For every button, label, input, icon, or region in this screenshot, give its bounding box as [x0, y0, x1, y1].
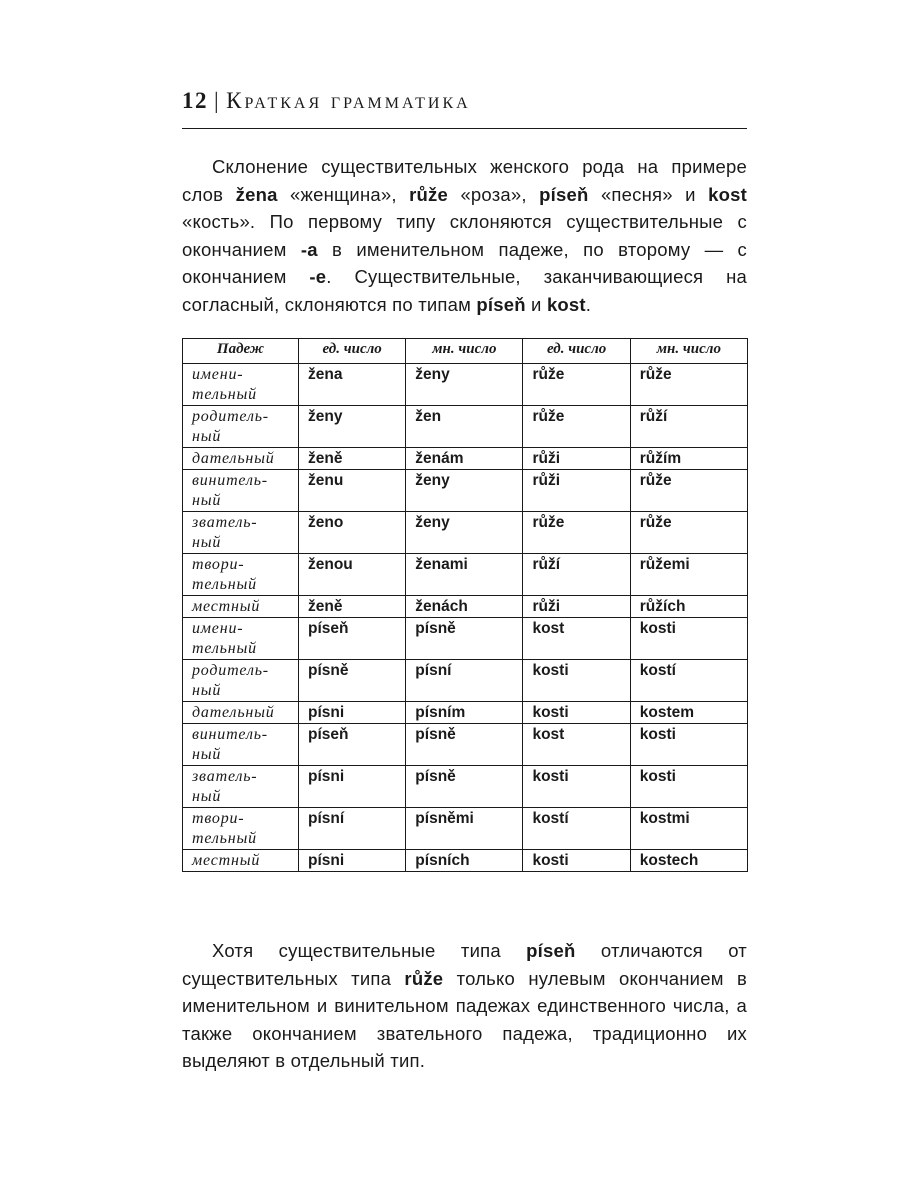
table-row	[183, 448, 748, 470]
form-cell: růži	[523, 470, 630, 512]
form-cell: písněmi	[406, 808, 523, 850]
case-name: родитель- ный	[183, 660, 299, 702]
intro-paragraph: Склонение существительных женского рода на примере слов žena «женщина», růže «роза», píseň «песня» и kost «кость». По первому типу склоняются существительные с окончанием -a в именительном падеже, по второму — с окончанием -e. Существительные, заканчивающиеся на согласный, склоняются по типам píseň и kost.	[182, 156, 748, 315]
form-cell: růže	[523, 406, 630, 448]
form-cell: kosti	[523, 702, 630, 724]
form-cell: ženě	[299, 596, 406, 618]
form-cell: píseň	[299, 724, 406, 766]
case-name: местный	[183, 596, 299, 618]
form-cell: žen	[406, 406, 523, 448]
form-cell: kost	[523, 618, 630, 660]
header-plural: мн. число	[630, 339, 747, 364]
case-name: имени- тельный	[183, 364, 299, 406]
form-cell: kosti	[630, 766, 747, 808]
table-row	[183, 766, 748, 808]
form-cell: růži	[523, 448, 630, 470]
header-case: Падеж	[183, 339, 299, 364]
table-row	[183, 724, 748, 766]
case-name: местный	[183, 850, 299, 872]
page-header	[182, 88, 747, 129]
form-cell: písni	[299, 702, 406, 724]
form-cell: písně	[406, 724, 523, 766]
form-cell: kost	[523, 724, 630, 766]
table-header-row	[183, 339, 748, 364]
form-cell: písni	[299, 850, 406, 872]
form-cell: kostmi	[630, 808, 747, 850]
table-row	[183, 512, 748, 554]
form-cell: ženách	[406, 596, 523, 618]
case-name: звaтель- ный	[183, 512, 299, 554]
case-name: имени- тельный	[183, 618, 299, 660]
form-cell: růži	[523, 596, 630, 618]
case-name: дательный	[183, 448, 299, 470]
form-cell: kosti	[630, 724, 747, 766]
case-name: винитель- ный	[183, 724, 299, 766]
form-cell: kosti	[523, 766, 630, 808]
case-name: родитель- ный	[183, 406, 299, 448]
table-row	[183, 364, 748, 406]
table-row	[183, 554, 748, 596]
table-row	[183, 470, 748, 512]
form-cell: ženě	[299, 448, 406, 470]
table-row	[183, 406, 748, 448]
form-cell: žena	[299, 364, 406, 406]
table-row	[183, 702, 748, 724]
header-singular: ед. число	[299, 339, 406, 364]
form-cell: písně	[299, 660, 406, 702]
form-cell: růží	[523, 554, 630, 596]
case-name: твори- тельный	[183, 808, 299, 850]
case-name: дательный	[183, 702, 299, 724]
closing-paragraph: Хотя существительные типа píseň отличаются от существительных типа růže только нулевым окончанием в именительном и винительном падежах единственного числа, а также окончанием звательного падежа, традиционно их выделяют в отдельный тип.	[182, 940, 747, 1071]
header-separator: |	[214, 88, 221, 113]
form-cell: ženami	[406, 554, 523, 596]
case-name: винитель- ный	[183, 470, 299, 512]
form-cell: kosti	[630, 618, 747, 660]
form-cell: ženy	[406, 512, 523, 554]
case-name: звaтель- ный	[183, 766, 299, 808]
form-cell: ženy	[299, 406, 406, 448]
form-cell: růže	[630, 364, 747, 406]
form-cell: kosti	[523, 850, 630, 872]
table-row	[183, 618, 748, 660]
chapter-title: Краткая грамматика	[226, 88, 471, 113]
form-cell: písni	[299, 766, 406, 808]
form-cell: písně	[406, 766, 523, 808]
page-number: 12	[182, 88, 208, 113]
table-row	[183, 850, 748, 872]
table-row	[183, 596, 748, 618]
form-cell: kosti	[523, 660, 630, 702]
form-cell: ženy	[406, 470, 523, 512]
table-row	[183, 660, 748, 702]
form-cell: ženo	[299, 512, 406, 554]
form-cell: růžemi	[630, 554, 747, 596]
form-cell: kostí	[523, 808, 630, 850]
header-plural: мн. число	[406, 339, 523, 364]
form-cell: ženu	[299, 470, 406, 512]
form-cell: píseň	[299, 618, 406, 660]
form-cell: písně	[406, 618, 523, 660]
form-cell: růžím	[630, 448, 747, 470]
form-cell: růže	[630, 470, 747, 512]
form-cell: růží	[630, 406, 747, 448]
form-cell: písní	[299, 808, 406, 850]
table-row	[183, 808, 748, 850]
form-cell: růže	[523, 512, 630, 554]
form-cell: ženy	[406, 364, 523, 406]
form-cell: ženám	[406, 448, 523, 470]
form-cell: ženou	[299, 554, 406, 596]
form-cell: kostech	[630, 850, 747, 872]
form-cell: kostem	[630, 702, 747, 724]
case-name: твори- тельный	[183, 554, 299, 596]
form-cell: písním	[406, 702, 523, 724]
form-cell: růže	[523, 364, 630, 406]
form-cell: písní	[406, 660, 523, 702]
header-singular: ед. число	[523, 339, 630, 364]
declension-table	[182, 338, 748, 872]
form-cell: kostí	[630, 660, 747, 702]
form-cell: písních	[406, 850, 523, 872]
form-cell: růže	[630, 512, 747, 554]
form-cell: růžích	[630, 596, 747, 618]
